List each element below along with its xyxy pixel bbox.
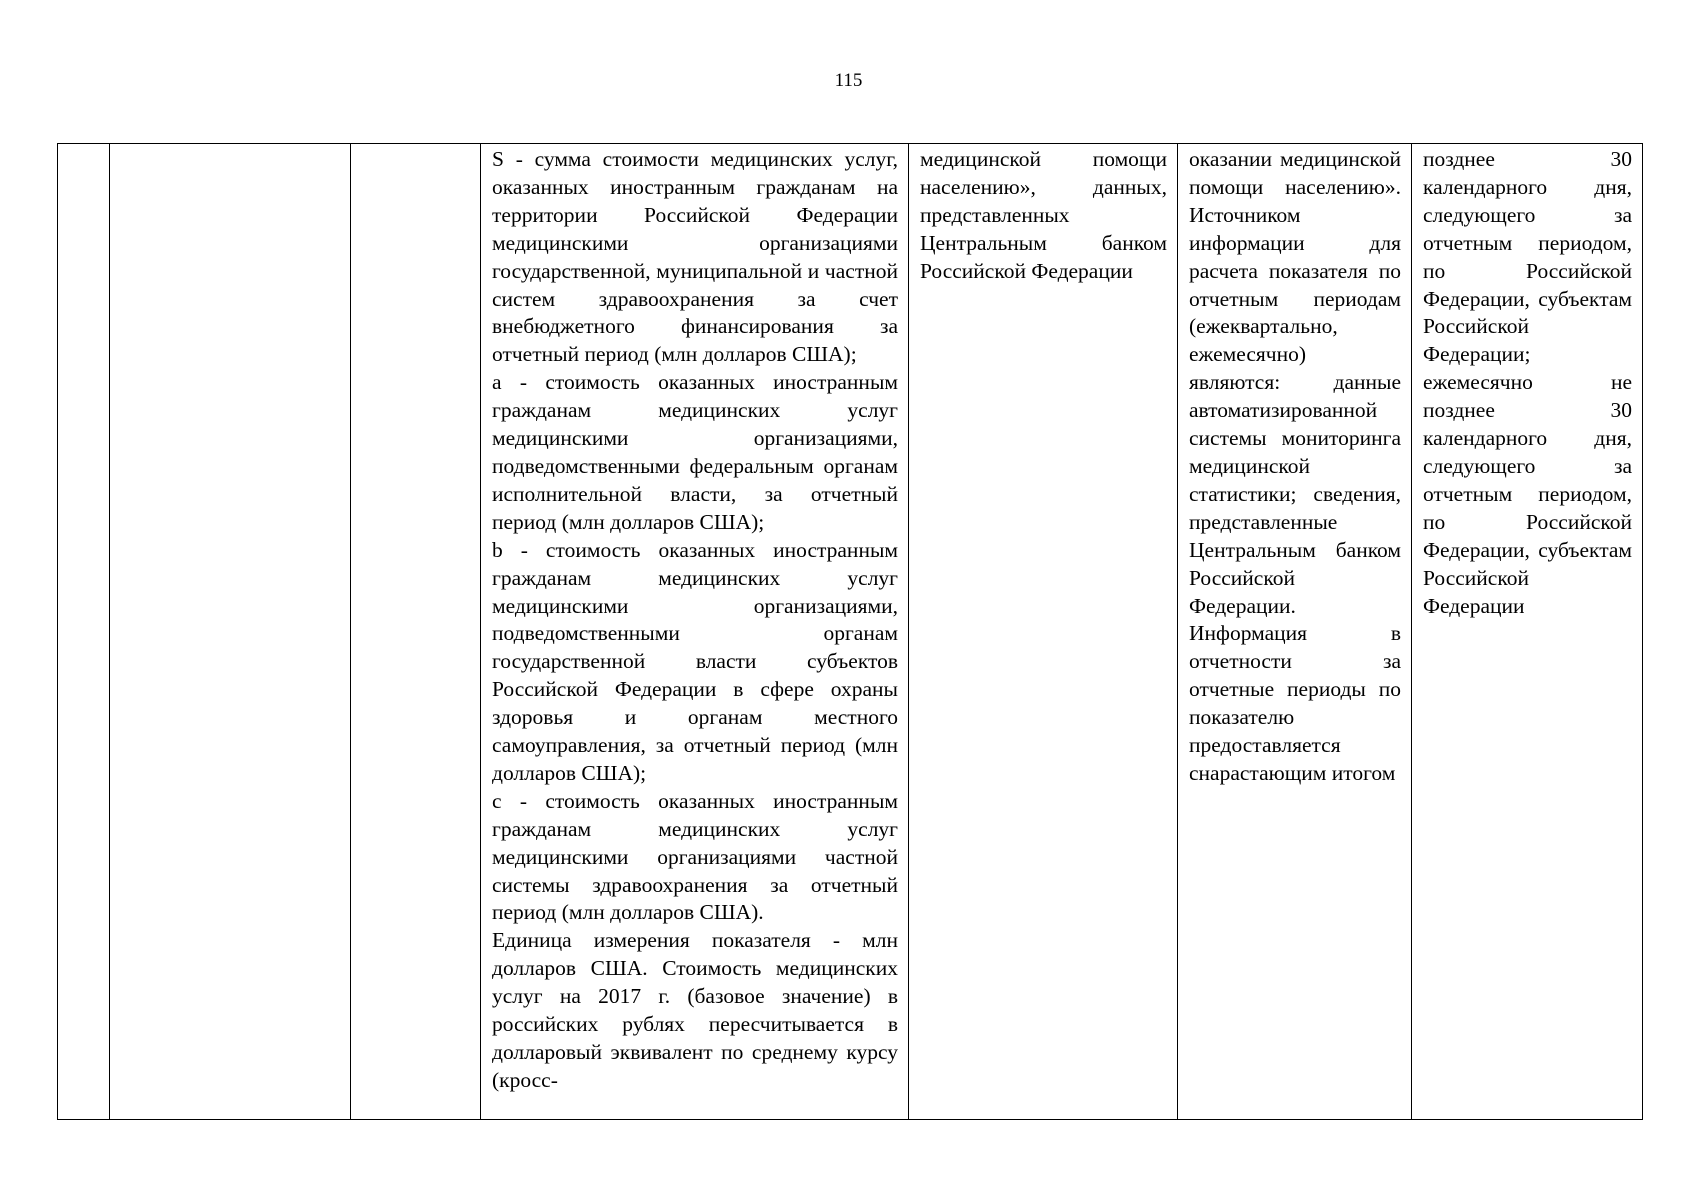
table-cell-reporting-deadline	[1412, 144, 1643, 1120]
formula-description-a: a - стоимость оказанных иностранным гражданам медицинских услуг медицинскими организациями, подведомственными федеральным органам исполнительной власти, за отчетный период (млн долларов США);	[492, 370, 898, 534]
information-source-text: оказании медицинской помощи населению». Источником информации для расчета показателя по отчетным периодам (ежеквартально, ежемесячно) являются: данные автоматизированной системы мониторинга медицинской статистики; сведения, представленные Центральным банком Российской Федерации. Информация в отчетности за отчетные периоды по показателю предоставляется снарастающим итогом	[1189, 147, 1401, 785]
unit-of-measure-note: Единица измерения показателя - млн долларов США. Стоимость медицинских услуг на 2017 г. (базовое значение) в российских рублях пересчитывается в долларовый эквивалент по среднему курсу (кросс-	[492, 928, 898, 1092]
table-cell-data-sources	[909, 144, 1178, 1120]
table-cell-number	[58, 144, 110, 1120]
table-cell-unit	[351, 144, 481, 1120]
formula-description-s: S - сумма стоимости медицинских услуг, оказанных иностранным гражданам на территории Российской Федерации медицинскими организациями государственной, муниципальной и частной систем здравоохранения за счет внебюджетного финансирования за отчетный период (млн долларов США);	[492, 147, 898, 367]
data-sources-text: медицинской помощи населению», данных, представленных Центральным банком Российской Федерации	[920, 147, 1167, 283]
reporting-deadline-text: позднее 30 календарного дня, следующего за отчетным периодом, по Российской Федерации, субъектам Российской Федерации; ежемесячно не позднее 30 календарного дня, следующего за отчетным периодом, по Российской Федерации, субъектам Российской Федерации	[1423, 147, 1632, 618]
indicator-table	[57, 143, 1643, 1120]
formula-description-c: c - стоимость оказанных иностранным гражданам медицинских услуг медицинскими организациями частной системы здравоохранения за отчетный период (млн долларов США).	[492, 788, 898, 925]
table-cell-indicator-name	[110, 144, 351, 1120]
table-cell-calculation-method	[481, 144, 909, 1120]
formula-description-b: b - стоимость оказанных иностранным гражданам медицинских услуг медицинскими организациями, подведомственными органам государственной власти субъектов Российской Федерации в сфере охраны здоровья и органам местного самоуправления, за отчетный период (млн долларов США);	[492, 537, 898, 785]
table-cell-information-source	[1178, 144, 1412, 1120]
page-number: 115	[834, 70, 863, 91]
table-row	[58, 144, 1643, 1120]
